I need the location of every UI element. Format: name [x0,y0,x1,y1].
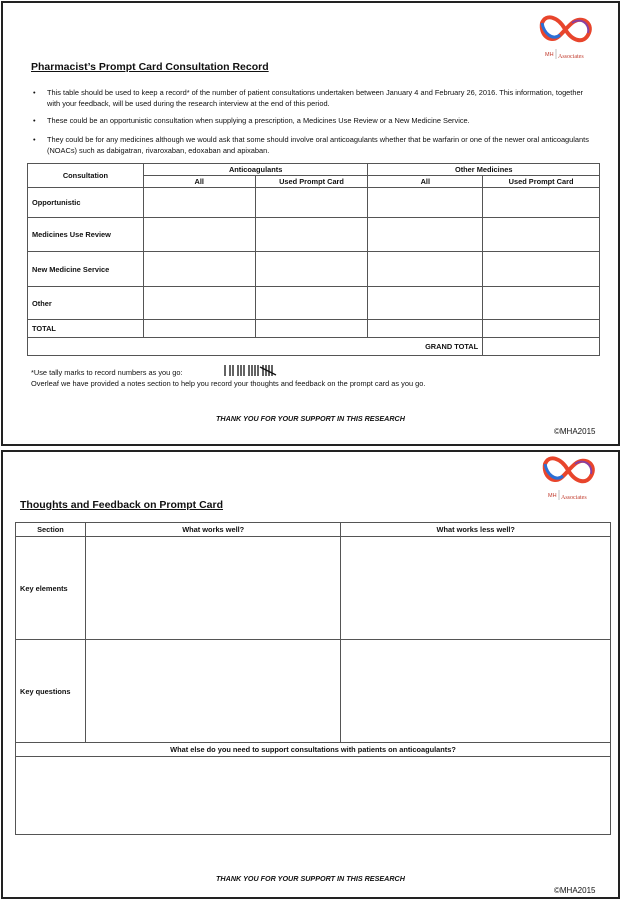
table-row [28,287,600,320]
page-title: Thoughts and Feedback on Prompt Card [20,499,224,511]
grand-total-row [28,338,600,356]
cell[interactable] [255,252,368,287]
thanks-text: THANK YOU FOR YOUR SUPPORT IN THIS RESEARCH [216,874,405,883]
row-label: Other [28,287,144,320]
support-answer-box[interactable] [16,757,611,835]
consultation-header: Consultation [28,164,144,188]
subheader-used-prompt-card: Used Prompt Card [483,176,600,188]
cell[interactable] [368,320,483,338]
cell[interactable] [368,218,483,252]
grand-total-label: GRAND TOTAL [28,338,483,356]
works-well-cell[interactable] [85,640,341,743]
cell[interactable] [368,252,483,287]
instruction-bullet: • These could be an opportunistic consultation when supplying a prescription, a Medicines Use Review or a New Medicine Service. [33,116,470,125]
table-row [28,320,600,338]
subheader-all: All [143,176,255,188]
table-row [16,640,611,743]
cell[interactable] [255,320,368,338]
cell[interactable] [255,218,368,252]
cell[interactable] [143,252,255,287]
section-header: Section [16,523,86,537]
row-label: Key questions [16,640,86,743]
subheader-all: All [368,176,483,188]
consultation-record-page [1,1,620,446]
mh-associates-logo [536,11,594,61]
svg-text:MH: MH [545,52,554,58]
cell[interactable] [255,287,368,320]
row-label: Opportunistic [28,188,144,218]
copyright: ©MHA2015 [554,427,596,436]
table-row [16,537,611,640]
cell[interactable] [368,287,483,320]
svg-text:Associates: Associates [558,54,584,60]
works-well-header: What works well? [85,523,341,537]
cell[interactable] [143,320,255,338]
row-label: New Medicine Service [28,252,144,287]
svg-text:Associates: Associates [561,495,587,501]
cell[interactable] [368,188,483,218]
cell[interactable] [483,287,600,320]
row-label: Medicines Use Review [28,218,144,252]
works-well-cell[interactable] [85,537,341,640]
row-label: Key elements [16,537,86,640]
cell[interactable] [483,252,600,287]
works-less-well-header: What works less well? [341,523,611,537]
feedback-page [1,450,620,899]
feedback-table [15,522,611,835]
svg-text:MH: MH [548,493,557,499]
cell[interactable] [483,218,600,252]
table-row [28,252,600,287]
support-question-header: What else do you need to support consultations with patients on anticoagulants? [16,743,611,757]
row-label: TOTAL [28,320,144,338]
instruction-bullet: • They could be for any medicines although we would ask that some should involve oral anticoagulants whether that be warfarin or one of the newer oral anticoagulants (NOACs) such as dabigatran, rivaroxaban, edoxaban and apixaban. [33,135,589,155]
mh-associates-logo [539,454,597,502]
cell[interactable] [143,287,255,320]
table-row [28,188,600,218]
cell[interactable] [483,188,600,218]
cell[interactable] [255,188,368,218]
works-less-well-cell[interactable] [341,640,611,743]
table-row [28,218,600,252]
cell[interactable] [143,188,255,218]
tally-note: *Use tally marks to record numbers as you go: [31,368,183,377]
thanks-text: THANK YOU FOR YOUR SUPPORT IN THIS RESEARCH [216,414,405,423]
other-medicines-header: Other Medicines [368,164,600,176]
anticoagulants-header: Anticoagulants [143,164,368,176]
copyright: ©MHA2015 [554,886,596,895]
consultation-table [27,163,600,356]
page-title: Pharmacist’s Prompt Card Consultation Record [31,61,269,73]
tally-marks-icon [223,364,285,378]
instruction-bullet: • This table should be used to keep a record* of the number of patient consultations undertaken between January 4 and February 26, 2016. This information, together with your feedback, will be used during the research interview at the end of this period. [33,88,584,108]
subheader-used-prompt-card: Used Prompt Card [255,176,368,188]
works-less-well-cell[interactable] [341,537,611,640]
grand-total-cell[interactable] [483,338,600,356]
cell[interactable] [143,218,255,252]
cell[interactable] [483,320,600,338]
overleaf-note: Overleaf we have provided a notes section to help you record your thoughts and feedback on the prompt card as you go. [31,379,426,388]
